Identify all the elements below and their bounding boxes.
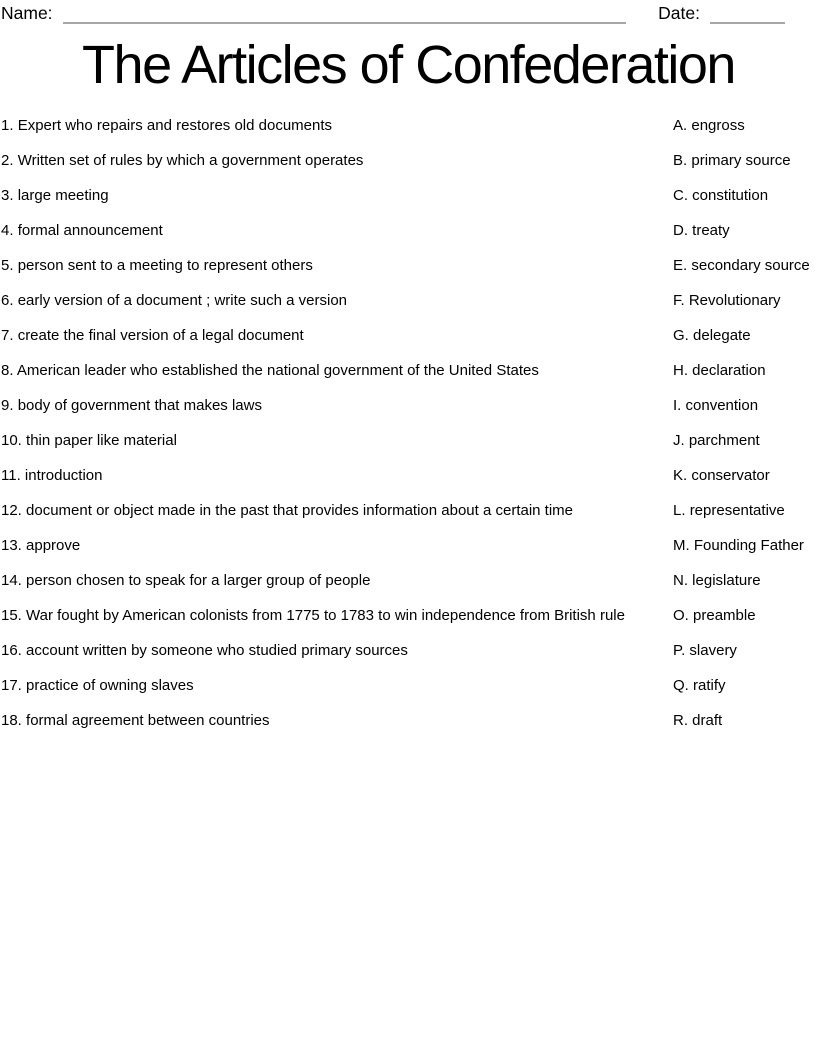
answer-letter: C. <box>673 187 688 204</box>
answer <box>673 184 816 207</box>
matching-row <box>1 184 816 207</box>
clue <box>1 604 657 627</box>
matching-row <box>1 534 816 557</box>
answer-word: primary source <box>691 152 791 169</box>
answer <box>673 709 816 732</box>
clue <box>1 534 657 557</box>
answer-letter: H. <box>673 362 688 379</box>
clue-text: create the final version of a legal document <box>17 327 304 344</box>
answer-word: Founding Father <box>693 537 804 554</box>
answer-letter: G. <box>673 327 689 344</box>
answer-word: draft <box>692 712 723 729</box>
matching-row <box>1 254 816 277</box>
clue <box>1 709 657 732</box>
name-field[interactable] <box>63 2 627 24</box>
answer-letter: E. <box>673 257 688 274</box>
clue-number: 3. <box>1 187 14 204</box>
clue <box>1 289 657 312</box>
answer-letter: P. <box>673 642 686 659</box>
answer-word: constitution <box>692 187 769 204</box>
clue-number: 14. <box>1 572 22 589</box>
answer-letter: N. <box>673 572 688 589</box>
answer-word: secondary source <box>691 257 810 274</box>
clue <box>1 569 657 592</box>
matching-row <box>1 114 816 137</box>
clue-text: formal announcement <box>17 222 163 239</box>
matching-row <box>1 639 816 662</box>
matching-row <box>1 149 816 172</box>
answer <box>673 114 816 137</box>
matching-list <box>1 114 816 732</box>
matching-row <box>1 604 816 627</box>
matching-row <box>1 569 816 592</box>
answer-word: treaty <box>692 222 730 239</box>
clue-number: 9. <box>1 397 14 414</box>
answer <box>673 569 816 592</box>
matching-row <box>1 464 816 487</box>
answer <box>673 324 816 347</box>
answer-letter: J. <box>673 432 685 449</box>
clue-text: person sent to a meeting to represent others <box>17 257 313 274</box>
page-title: The Articles of Confederation <box>82 35 735 95</box>
answer-word: ratify <box>693 677 726 694</box>
clue <box>1 499 657 522</box>
clue <box>1 219 657 242</box>
clue-number: 15. <box>1 607 22 624</box>
answer-letter: M. <box>673 537 690 554</box>
clue-text: document or object made in the past that provides information about a certain time <box>26 502 574 519</box>
clue-text: Expert who repairs and restores old documents <box>17 117 333 134</box>
clue-number: 4. <box>1 222 14 239</box>
answer-word: delegate <box>693 327 751 344</box>
answer <box>673 674 816 697</box>
clue-text: person chosen to speak for a larger group of people <box>26 572 371 589</box>
answer-word: preamble <box>693 607 756 624</box>
answer-word: Revolutionary <box>688 292 781 309</box>
clue-text: early version of a document ; write such a version <box>17 292 348 309</box>
matching-row <box>1 219 816 242</box>
clue-number: 6. <box>1 292 14 309</box>
clue <box>1 429 657 452</box>
answer-word: engross <box>691 117 745 134</box>
answer <box>673 149 816 172</box>
clue-number: 2. <box>1 152 14 169</box>
clue-text: practice of owning slaves <box>26 677 194 694</box>
matching-row <box>1 499 816 522</box>
answer-letter: Q. <box>673 677 689 694</box>
clue <box>1 184 657 207</box>
answer <box>673 639 816 662</box>
answer-letter: D. <box>673 222 688 239</box>
answer-word: conservator <box>691 467 770 484</box>
answer-word: legislature <box>692 572 761 589</box>
answer <box>673 219 816 242</box>
worksheet-header <box>1 2 816 28</box>
clue-text: formal agreement between countries <box>26 712 270 729</box>
clue-number: 11. <box>1 467 21 484</box>
clue-text: Written set of rules by which a government operates <box>17 152 364 169</box>
answer <box>673 359 816 382</box>
answer-word: representative <box>689 502 785 519</box>
matching-row <box>1 394 816 417</box>
answer-letter: A. <box>673 117 688 134</box>
matching-row <box>1 324 816 347</box>
answer-word: parchment <box>688 432 760 449</box>
clue-number: 12. <box>1 502 22 519</box>
clue <box>1 254 657 277</box>
answer <box>673 429 816 452</box>
clue-number: 8. <box>1 362 14 379</box>
name-label: Name: <box>1 3 53 23</box>
answer <box>673 464 816 487</box>
answer-letter: K. <box>673 467 688 484</box>
matching-row <box>1 429 816 452</box>
date-field[interactable] <box>710 2 785 24</box>
clue-number: 16. <box>1 642 22 659</box>
answer-word: convention <box>685 397 759 414</box>
answer-letter: O. <box>673 607 689 624</box>
answer-word: declaration <box>692 362 766 379</box>
clue-number: 18. <box>1 712 22 729</box>
clue-text: large meeting <box>17 187 109 204</box>
clue-number: 13. <box>1 537 22 554</box>
clue <box>1 359 657 382</box>
clue-text: approve <box>26 537 81 554</box>
clue <box>1 674 657 697</box>
clue-number: 1. <box>1 117 14 134</box>
answer <box>673 499 816 522</box>
clue-text: introduction <box>24 467 103 484</box>
clue-text: body of government that makes laws <box>17 397 262 414</box>
answer <box>673 604 816 627</box>
answer-letter: R. <box>673 712 688 729</box>
answer <box>673 394 816 417</box>
answer-letter: B. <box>673 152 688 169</box>
clue <box>1 324 657 347</box>
clue <box>1 149 657 172</box>
clue-text: American leader who established the national government of the United States <box>16 362 539 379</box>
answer <box>673 289 816 312</box>
clue-number: 17. <box>1 677 22 694</box>
answer-word: slavery <box>689 642 737 659</box>
matching-row <box>1 674 816 697</box>
clue-text: account written by someone who studied primary sources <box>26 642 408 659</box>
answer-letter: L. <box>673 502 686 519</box>
answer-letter: F. <box>673 292 685 309</box>
clue-number: 10. <box>1 432 22 449</box>
clue <box>1 464 657 487</box>
clue-text: War fought by American colonists from 1775 to 1783 to win independence from British rule <box>26 607 625 624</box>
clue-text: thin paper like material <box>26 432 177 449</box>
answer <box>673 254 816 277</box>
clue <box>1 114 657 137</box>
clue-number: 5. <box>1 257 14 274</box>
clue-number: 7. <box>1 327 14 344</box>
answer <box>673 534 816 557</box>
matching-row <box>1 359 816 382</box>
clue <box>1 639 657 662</box>
answer-letter: I. <box>673 397 682 414</box>
date-label: Date: <box>658 3 700 23</box>
matching-row <box>1 709 816 732</box>
matching-row <box>1 289 816 312</box>
clue <box>1 394 657 417</box>
